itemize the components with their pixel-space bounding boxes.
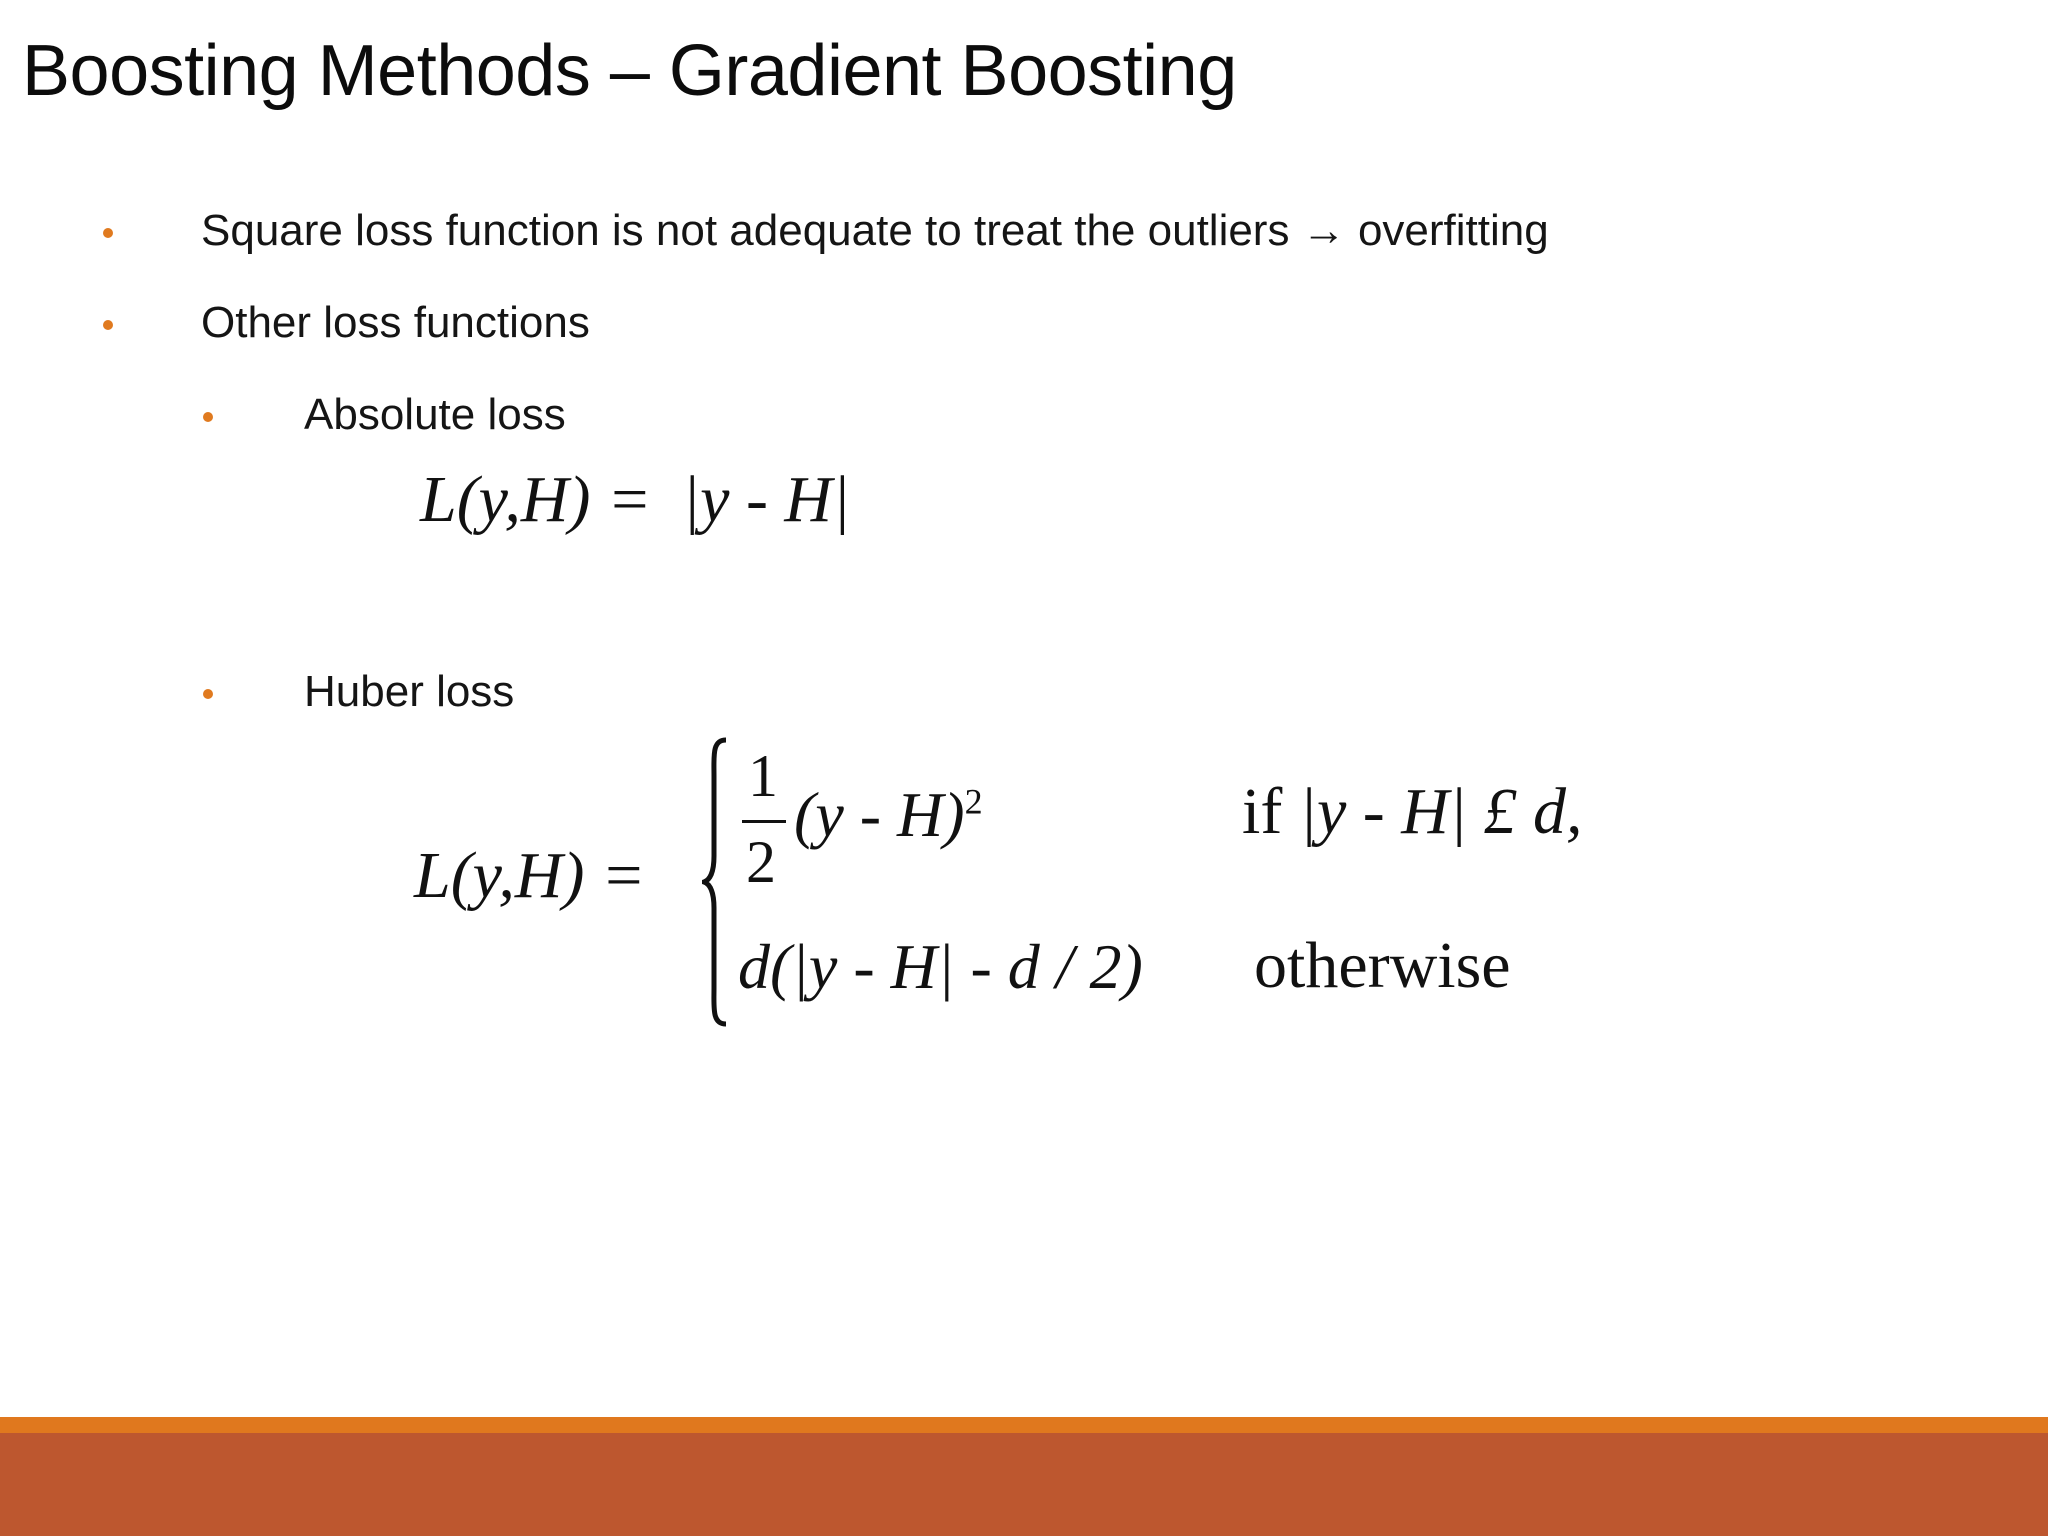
bullet-dot xyxy=(103,228,113,238)
bullet-square-loss xyxy=(201,206,1549,256)
huber-formula-lhs: L(y,H) = xyxy=(414,839,646,912)
bullet-tail: overfitting xyxy=(1357,206,1549,255)
bullet-dot xyxy=(103,320,113,330)
arrow-right-icon: → xyxy=(1301,206,1346,255)
sub-bullet-huber-loss: Huber loss xyxy=(304,667,515,716)
case1-exponent: 2 xyxy=(964,781,983,822)
left-brace xyxy=(702,736,730,1028)
bullet-other-loss: Other loss functions xyxy=(201,298,590,347)
footer-bar xyxy=(0,1433,2048,1536)
huber-case2-expr: d(|y - H| - d / 2) xyxy=(738,931,1143,1002)
huber-case1-expr xyxy=(794,778,983,852)
huber-case1-condition xyxy=(1242,774,1583,850)
formula-rhs: |y - H| xyxy=(682,463,851,536)
sub-bullet-absolute-loss: Absolute loss xyxy=(304,390,566,439)
sub-bullet-dot xyxy=(203,412,213,422)
sub-bullet-dot xyxy=(203,689,213,699)
cond-if: if xyxy=(1242,775,1283,848)
cond-expr: |y - H| £ d, xyxy=(1298,775,1583,848)
fraction-line xyxy=(742,820,786,823)
bullet-text: Square loss function is not adequate to treat the outliers xyxy=(201,206,1290,255)
fraction-denominator: 2 xyxy=(746,829,776,895)
formula-lhs: L(y,H) = xyxy=(420,463,652,536)
case1-expr: (y - H) xyxy=(794,779,965,850)
slide-title: Boosting Methods – Gradient Boosting xyxy=(22,31,1237,111)
fraction-numerator: 1 xyxy=(748,743,778,809)
huber-case2-condition: otherwise xyxy=(1254,929,1511,1002)
footer-stripe xyxy=(0,1417,2048,1433)
absolute-loss-formula xyxy=(420,462,850,538)
